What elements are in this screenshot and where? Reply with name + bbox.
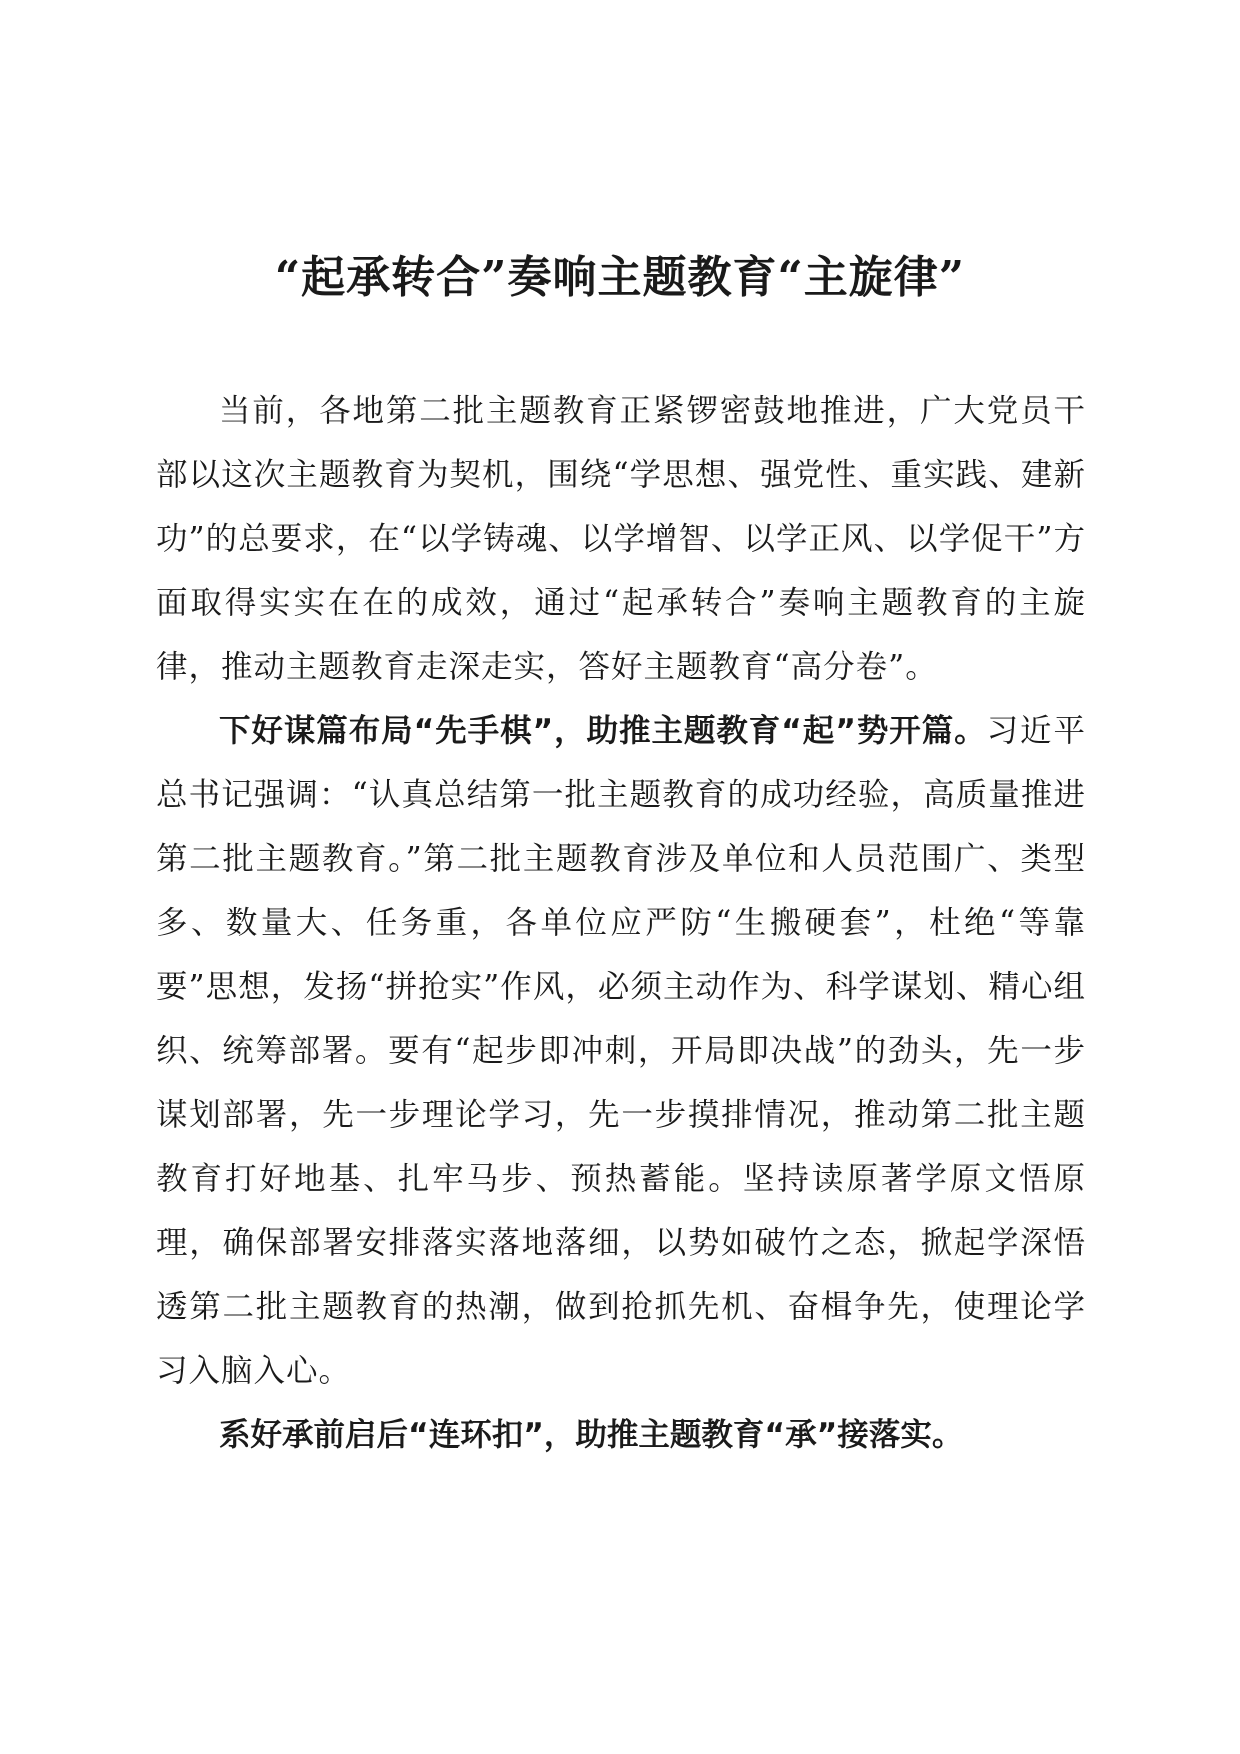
paragraph-lead-heading: 系好承前启后“连环扣”，助推主题教育“承”接落实。 <box>219 1417 964 1453</box>
document-body <box>156 379 1086 1467</box>
document-title: “起承转合”奏响主题教育“主旋律” <box>274 252 966 303</box>
paragraph-text: 当前，各地第二批主题教育正紧锣密鼓地推进，广大党员干部以这次主题教育为契机，围绕“学思想、强党性、重实践、建新功”的总要求，在“以学铸魂、以学增智、以学正风、以学促干”方面取得实实在在的成效，通过“起承转合”奏响主题教育的主旋律，推动主题教育走深走实，答好主题教育“高分卷”。 <box>156 393 1086 685</box>
paragraph-text: 习近平总书记强调：“认真总结第一批主题教育的成功经验，高质量推进第二批主题教育。”第二批主题教育涉及单位和人员范围广、类型多、数量大、任务重，各单位应严防“生搬硬套”，杜绝“等靠要”思想，发扬“拼抢实”作风，必须主动作为、科学谋划、精心组织、统筹部署。要有“起步即冲刺，开局即决战”的劲头，先一步谋划部署，先一步理论学习，先一步摸排情况，推动第二批主题教育打好地基、扎牢马步、预热蓄能。坚持读原著学原文悟原理，确保部署安排落实落地落细，以势如破竹之态，掀起学深悟透第二批主题教育的热潮，做到抢抓先机、奋楫争先，使理论学习入脑入心。 <box>156 713 1086 1389</box>
paragraph-section-cheng <box>156 1403 1086 1467</box>
paragraph-section-qi <box>156 699 1086 1403</box>
paragraph-intro <box>156 379 1086 699</box>
paragraph-lead-heading: 下好谋篇布局“先手棋”，助推主题教育“起”势开篇。 <box>219 713 987 749</box>
